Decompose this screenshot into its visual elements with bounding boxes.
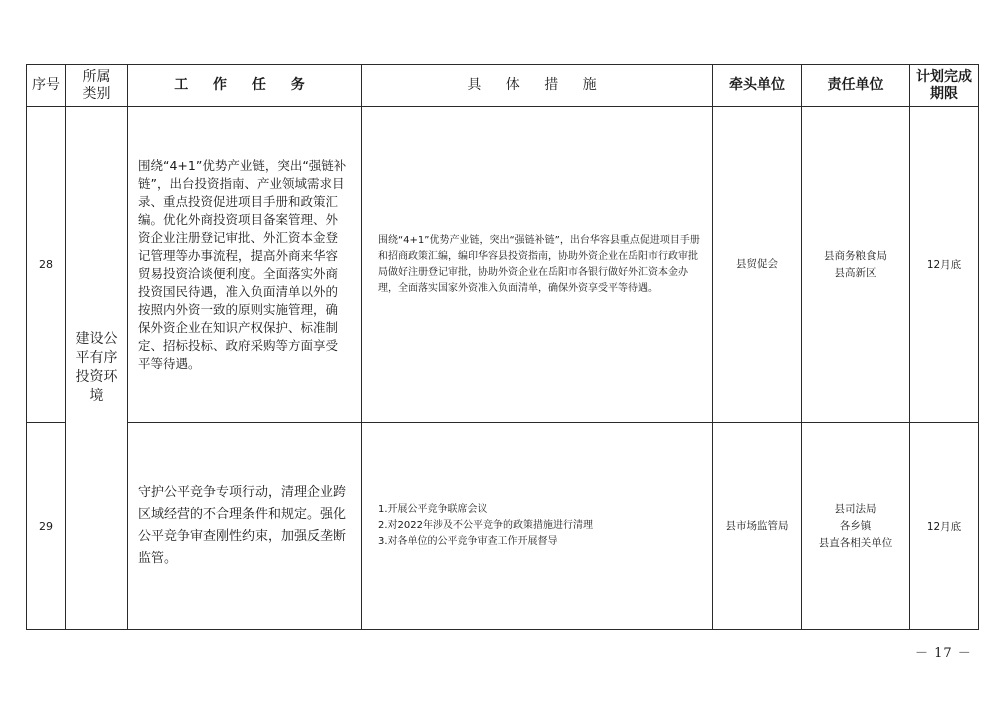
header-deadline: 计划完成期限 xyxy=(910,65,979,107)
measures-cell xyxy=(362,423,713,630)
category-cell: 建设公平有序投资环境 xyxy=(66,107,128,630)
lead-unit-cell: 县市场监管局 xyxy=(713,423,802,630)
header-measures: 具 体 措 施 xyxy=(362,65,713,107)
responsible-unit: 县商务粮食局 xyxy=(824,249,887,262)
deadline-cell: 12月底 xyxy=(910,107,979,423)
header-lead-unit: 牵头单位 xyxy=(713,65,802,107)
responsible-unit: 县司法局 xyxy=(834,502,877,515)
responsible-unit: 各乡镇 xyxy=(839,519,872,532)
lead-unit-cell: 县贸促会 xyxy=(713,107,802,423)
header-task: 工 作 任 务 xyxy=(128,65,362,107)
task-cell: 围绕“4+1”优势产业链，突出“强链补链”，出台投资指南、产业领域需求目录、重点投资促进项目手册和政策汇编。优化外商投资项目备案管理、外资企业注册登记审批、外汇资本金登记管理等办事流程，提高外商来华容贸易投资洽谈便利度。全面落实外商投资国民待遇，准入负面清单以外的按照内外资一致的原则实施管理，确保外资企业在知识产权保护、标准制定、招标投标、政府采购等方面享受平等待遇。 xyxy=(128,107,362,423)
measure-item: 2.对2022年涉及不公平竞争的政策措施进行清理 xyxy=(378,520,593,531)
header-row xyxy=(27,65,979,107)
deadline-cell: 12月底 xyxy=(910,423,979,630)
header-category: 所属类别 xyxy=(66,65,128,107)
row-seq: 29 xyxy=(27,423,66,630)
table-row xyxy=(27,423,979,630)
measure-item: 1.开展公平竞争联席会议 xyxy=(378,504,488,515)
measure-item: 3.对各单位的公平竞争审查工作开展督导 xyxy=(378,536,558,547)
responsible-unit: 县直各相关单位 xyxy=(818,536,893,549)
header-seq: 序号 xyxy=(27,65,66,107)
page-number: － 17 － xyxy=(915,646,972,661)
responsible-unit-cell xyxy=(802,107,910,423)
header-responsible-unit: 责任单位 xyxy=(802,65,910,107)
table-row xyxy=(27,107,979,423)
task-cell: 守护公平竞争专项行动，清理企业跨区域经营的不合理条件和规定。强化公平竞争审查刚性约束，加强反垄断监管。 xyxy=(128,423,362,630)
measures-cell: 围绕“4+1”优势产业链，突出“强链补链”，出台华容县重点促进项目手册和招商政策汇编，编印华容县投资指南，协助外资企业在岳阳市行政审批局做好注册登记审批，协助外资企业在岳阳市各银行做好外汇资本金办理，全面落实国家外资准入负面清单，确保外资享受平等待遇。 xyxy=(362,107,713,423)
responsible-unit-cell xyxy=(802,423,910,630)
row-seq: 28 xyxy=(27,107,66,423)
work-plan-table xyxy=(26,64,979,630)
responsible-unit: 县高新区 xyxy=(834,266,877,279)
